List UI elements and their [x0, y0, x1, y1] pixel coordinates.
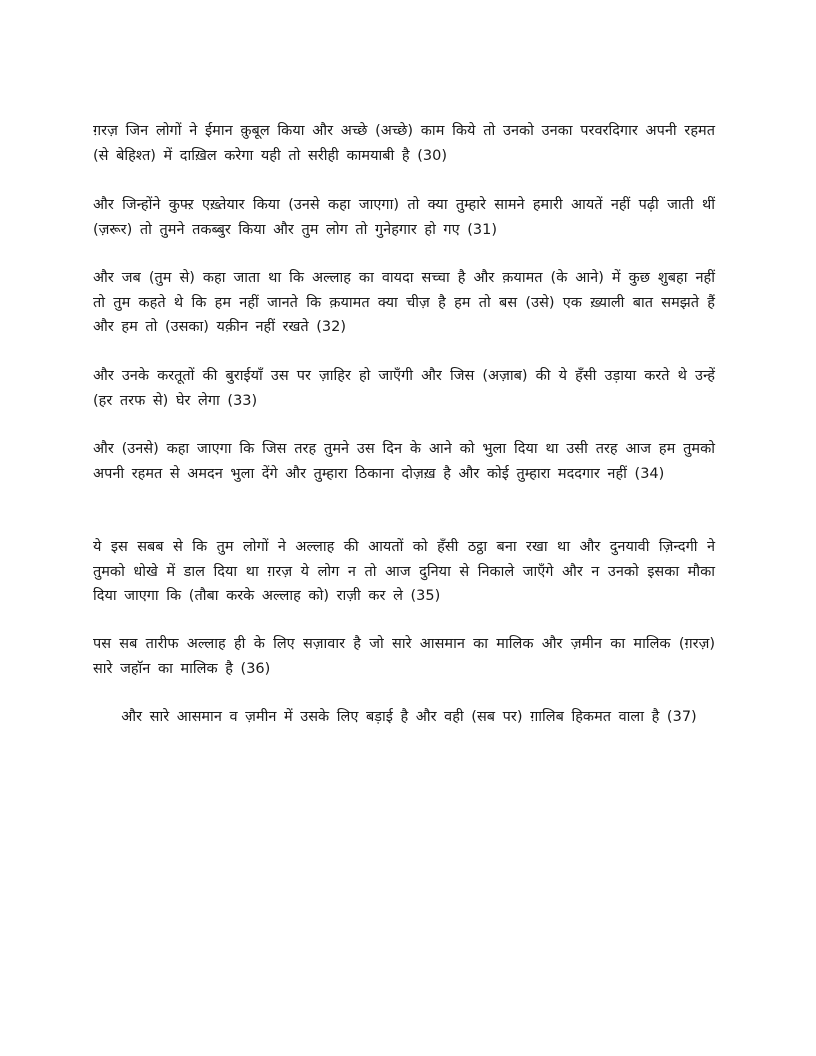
verse-paragraph-34: और (उनसे) कहा जाएगा कि जिस तरह तुमने उस दिन के आने को भुला दिया था उसी तरह आज हम तुमको अपनी रहमत से अमदन भुला देंगे और तुम्हारा ठिकाना दोज़ख़ है और कोई तुम्हारा मददगार नहीं (34) [93, 441, 715, 482]
verse-paragraph-35: ये इस सबब से कि तुम लोगों ने अल्लाह की आयतों को हँसी ठट्ठा बना रखा था और दुनयावी ज़िन्दगी ने तुमको धोखे में डाल दिया था ग़रज़ ये लोग न तो आज दुनिया से निकाले जाएँगे और न उनको इसका मौका दिया जाएगा कि (तौबा करके अल्लाह को) राज़ी कर ले (35) [93, 539, 715, 604]
verse-paragraph-36: पस सब तारीफ अल्लाह ही के लिए सज़ावार है जो सारे आसमान का मालिक और ज़मीन का मालिक (ग़रज़) सारे जहाॅन का मालिक है (36) [93, 636, 715, 677]
verse-paragraph-32: और जब (तुम से) कहा जाता था कि अल्लाह का वायदा सच्चा है और क़यामत (के आने) में कुछ शुबहा नहीं तो तुम कहते थे कि हम नहीं जानते कि क़यामत क्या चीज़ है हम तो बस (उसे) एक ख़्याली बात समझते हैं और हम तो (उसका) यक़ीन नहीं रखते (32) [93, 270, 715, 335]
verse-paragraph-30: ग़रज़ जिन लोगों ने ईमान क़ुबूल किया और अच्छे (अच्छे) काम किये तो उनको उनका परवरदिगार अपनी रहमत (से बेहिश्त) में दाख़िल करेगा यही तो सरीही कामयाबी है (30) [93, 123, 715, 164]
verse-paragraph-37: और सारे आसमान व ज़मीन में उसके लिए बड़ाई है और वही (सब पर) ग़ालिब हिकमत वाला है (37) [121, 709, 697, 725]
verse-paragraph-31: और जिन्होंने कुफ्ऱ एख़्तेयार किया (उनसे कहा जाएगा) तो क्या तुम्हारे सामने हमारी आयतें नहीं पढ़ी जाती थीं (ज़रूर) तो तुमने तकब्बुर किया और तुम लोग तो गुनेहगार हो गए (31) [93, 197, 715, 238]
verse-paragraph-33: और उनके करतूतों की बुराईयाँ उस पर ज़ाहिर हो जाएँगी और जिस (अज़ाब) की ये हँसी उड़ाया करते थे उन्हें (हर तरफ से) घेर लेगा (33) [93, 368, 715, 409]
